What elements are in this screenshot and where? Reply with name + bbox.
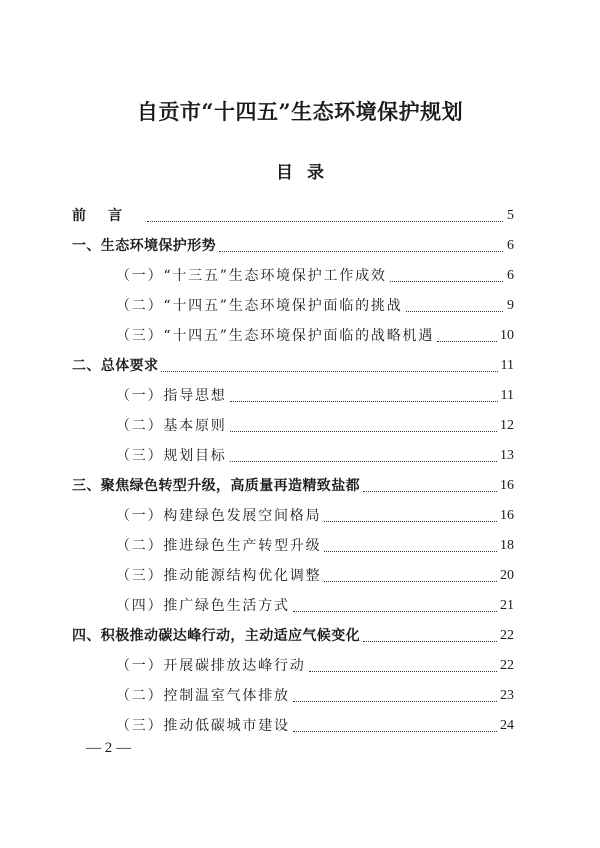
toc-entry-page: 13 [500,448,514,463]
toc-entry-label: 前言 [72,208,144,224]
toc-entry-section-3[interactable] [72,475,514,497]
toc-entry-page: 23 [500,688,514,703]
toc-entry-3-4[interactable] [116,595,514,617]
toc-entry-label: （三）推动能源结构优化调整 [116,568,322,584]
toc-entry-page: 12 [500,418,514,433]
toc-entry-label: （三）推动低碳城市建设 [116,718,290,734]
dot-leader [161,371,497,372]
toc-entry-page: 18 [500,538,514,553]
toc-entry-label: （一）开展碳排放达峰行动 [116,658,306,674]
toc-entry-section-2[interactable] [72,355,514,377]
dot-leader [293,611,497,612]
dot-leader [324,581,497,582]
toc-entry-3-3[interactable] [116,565,514,587]
toc-entry-label: （三）“十四五”生态环境保护面临的战略机遇 [116,328,435,344]
dot-leader [324,551,497,552]
footer-page-number: — 2 — [86,740,131,756]
toc-entry-label: （二）基本原则 [116,418,227,434]
toc-entry-page: 6 [507,268,514,283]
toc-heading: 目录 [276,163,338,183]
dot-leader [230,461,497,462]
toc-entry-1-2[interactable] [116,295,514,317]
toc-entry-page: 21 [500,598,514,613]
dot-leader [324,521,497,522]
toc-entry-2-1[interactable] [116,385,514,407]
dot-leader [406,311,503,312]
toc-entry-section-1[interactable] [72,235,514,257]
toc-entry-4-2[interactable] [116,685,514,707]
toc-entry-label: （二）控制温室气体排放 [116,688,290,704]
document-title: 自贡市“十四五”生态环境保护规划 [136,99,464,124]
toc-entry-label: （四）推广绿色生活方式 [116,598,290,614]
dot-leader [390,281,503,282]
toc-entry-2-2[interactable] [116,415,514,437]
toc-entry-page: 20 [500,568,514,583]
toc-entry-label: 三、聚焦绿色转型升级，高质量再造精致盐都 [72,478,360,494]
toc-entry-label: 二、总体要求 [72,358,159,374]
toc-entry-label: （二）“十四五”生态环境保护面临的挑战 [116,298,403,314]
toc-entry-page: 24 [500,718,514,733]
dot-leader [363,491,497,492]
dot-leader [230,401,498,402]
toc-entry-label: 四、积极推动碳达峰行动，主动适应气候变化 [72,628,360,644]
dot-leader [293,731,497,732]
toc-entry-4-3[interactable] [116,715,514,737]
toc-entry-label: （一）构建绿色发展空间格局 [116,508,322,524]
dot-leader [437,341,497,342]
toc-entry-page: 16 [500,478,514,493]
dot-leader [293,701,497,702]
toc-entry-page: 11 [500,388,514,403]
toc-entry-section-4[interactable] [72,625,514,647]
toc-entry-page: 22 [500,628,514,643]
toc-entry-page: 22 [500,658,514,673]
dot-leader [219,251,503,252]
toc-entry-2-3[interactable] [116,445,514,467]
toc-entry-page: 6 [507,238,514,253]
toc-entry-4-1[interactable] [116,655,514,677]
toc-entry-page: 9 [507,298,514,313]
toc-entry-page: 11 [500,358,514,373]
toc-entry-label: （二）推进绿色生产转型升级 [116,538,322,554]
dot-leader [363,641,497,642]
dot-leader [230,431,497,432]
dot-leader [309,671,497,672]
dot-leader [147,221,503,222]
toc-entry-preface[interactable] [72,205,514,227]
toc-entry-label: （三）规划目标 [116,448,227,464]
toc-entry-3-2[interactable] [116,535,514,557]
toc-entry-label: （一）指导思想 [116,388,227,404]
toc-entry-label: 一、生态环境保护形势 [72,238,216,254]
toc-entry-page: 10 [500,328,514,343]
toc-entry-3-1[interactable] [116,505,514,527]
toc-entry-page: 16 [500,508,514,523]
toc-entry-page: 5 [507,208,514,223]
toc-entry-label: （一）“十三五”生态环境保护工作成效 [116,268,387,284]
toc-entry-1-3[interactable] [116,325,514,347]
toc-entry-1-1[interactable] [116,265,514,287]
